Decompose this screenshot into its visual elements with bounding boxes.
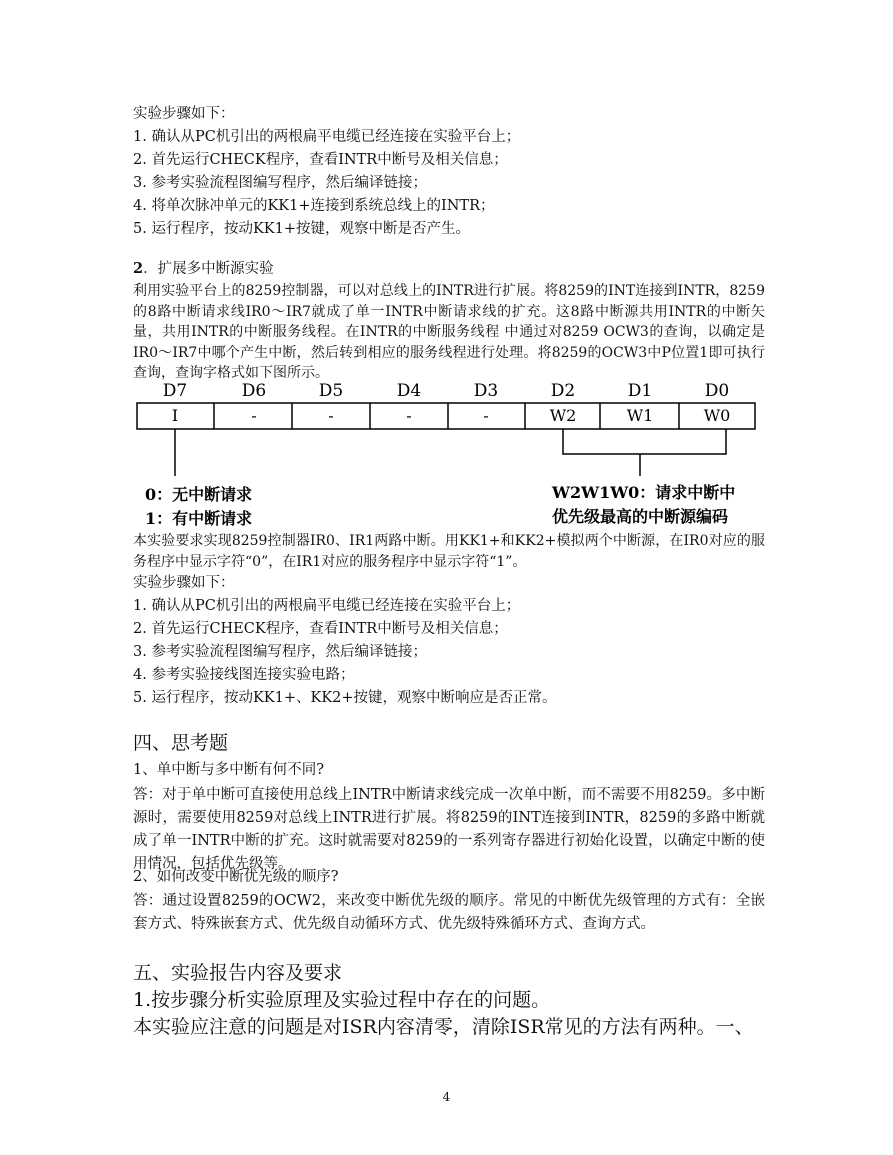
answer: 答：通过设置8259的OCW2，来改变中断优先级的顺序。常见的中断优先级管理的方式有：全嵌套方式、特殊嵌套方式、优先级自动循环方式、优先级特殊循环方式、查询方式。 (133, 893, 765, 932)
section-heading: 四、思考题 (133, 732, 229, 754)
section-title-text: ．扩展多中断源实验 (143, 261, 274, 277)
bit-cell: I (171, 406, 179, 425)
note-left-1: 0：无中断请求 (145, 485, 253, 504)
report-text: 本实验应注意的问题是对ISR内容清零，清除ISR常见的方法有两种。一、 (133, 1016, 754, 1038)
query-word-diagram (130, 378, 770, 530)
step-item: 2. 首先运行CHECK程序，查看INTR中断号及相关信息； (133, 621, 508, 637)
bit-cell: - (251, 406, 257, 425)
step-item: 3. 参考实验流程图编写程序，然后编译链接； (133, 175, 427, 191)
question: 2、如何改变中断优先级的顺序? (133, 869, 339, 885)
bit-cell: - (406, 406, 412, 425)
requirement-paragraph: 本实验要求实现8259控制器IR0、IR1两路中断。用KK1+和KK2+模拟两个中断源，在IR0对应的服务程序中显示字符“0”，在IR1对应的服务程序中显示字符“1”。 (133, 533, 765, 570)
bit-header: D7 (162, 381, 188, 401)
bit-cell: W0 (703, 406, 731, 425)
steps-title: 实验步骤如下： (133, 575, 235, 591)
note-right-1: W2W1W0：请求中断中 (552, 483, 736, 502)
bit-cell: W2 (549, 406, 577, 425)
step-item: 5. 运行程序，按动KK1+按键，观察中断是否产生。 (133, 221, 470, 237)
section-number: 2 (133, 260, 144, 277)
bit-header: D2 (550, 381, 576, 401)
bit-cell: W1 (626, 406, 654, 425)
step-item: 5. 运行程序，按动KK1+、KK2+按键，观察中断响应是否正常。 (133, 690, 557, 706)
note-left-2: 1：有中断请求 (145, 509, 253, 528)
bit-header: D0 (704, 381, 730, 401)
bit-cell: - (328, 406, 334, 425)
bit-header: D1 (627, 381, 653, 401)
right-bracket (563, 429, 726, 454)
bit-cell: - (483, 406, 489, 425)
section-title (133, 259, 274, 279)
step-item: 3. 参考实验流程图编写程序，然后编译链接； (133, 644, 427, 660)
steps-title: 实验步骤如下： (133, 106, 235, 122)
bit-header: D3 (473, 381, 499, 401)
intro-paragraph: 利用实验平台上的8259控制器，可以对总线上的INTR进行扩展。将8259的INT连接到INTR，8259的8路中断请求线IR0～IR7就成了单一INTR中断请求线的扩充。这8路中断源共用INTR的中断矢量，共用INTR的中断服务线程。在INTR的中断服务线程 中通过对8259 OCW3的查询，以确定是IR0～IR7中哪个产生中断，然后转到相应的服务线程进行处理。将8259的OCW3中P位置1即可执行查询，查询字格式如下图所示。 (133, 283, 765, 381)
section-heading: 五、实验报告内容及要求 (133, 962, 343, 984)
page-number: 4 (442, 1090, 451, 1104)
bit-header: D6 (241, 381, 267, 401)
step-item: 4. 将单次脉冲单元的KK1+连接到系统总线上的INTR； (133, 198, 495, 214)
answer: 答：对于单中断可直接使用总线上INTR中断请求线完成一次单中断，而不需要不用8259。多中断源时，需要使用8259对总线上INTR进行扩展。将8259的INT连接到INTR，8259的多路中断就成了单一INTR中断的扩充。这时就需要对8259的一系列寄存器进行初始化设置，以确定中断的使用情况，包括优先级等。 (133, 787, 765, 872)
bit-header: D4 (396, 381, 422, 401)
report-item: 1.按步骤分析实验原理及实验过程中存在的问题。 (133, 989, 551, 1011)
bit-header: D5 (318, 381, 344, 401)
bit-row-frame (137, 403, 755, 429)
step-item: 1. 确认从PC机引出的两根扁平电缆已经连接在实验平台上； (133, 598, 521, 614)
step-item: 4. 参考实验接线图连接实验电路； (133, 667, 355, 683)
step-item: 1. 确认从PC机引出的两根扁平电缆已经连接在实验平台上； (133, 129, 521, 145)
note-right-2: 优先级最高的中断源编码 (552, 507, 729, 526)
question: 1、单中断与多中断有何不同? (133, 762, 324, 778)
step-item: 2. 首先运行CHECK程序，查看INTR中断号及相关信息； (133, 152, 508, 168)
